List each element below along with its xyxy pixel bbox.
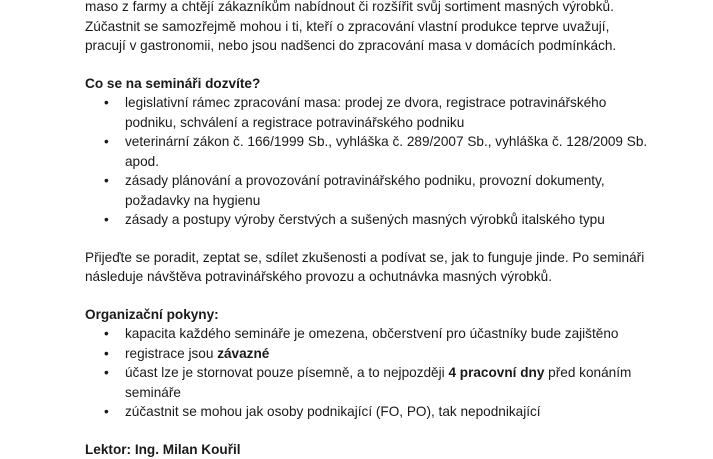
intro-line: Zúčastnit se samozřejmě mohou i ti, kteří o zpracování vlastní produkce teprve uvažují, (85, 17, 705, 37)
list-item-text: před konáním (544, 365, 631, 380)
list-item-text: zúčastnit se mohou jak osoby podnikající (FO, PO), tak nepodnikající (125, 402, 705, 422)
bullet-icon: • (104, 363, 109, 383)
invite-line: Přijeďte se poradit, zeptat se, sdílet zkušenosti a podívat se, jak to funguje jinde. Po semináři (85, 248, 705, 268)
bullet-icon: • (104, 171, 109, 191)
list-item-text: zásady plánování a provozování potravinářského podniku, provozní dokumenty, (125, 171, 705, 191)
learn-list (85, 93, 705, 230)
org-list (85, 324, 705, 422)
intro-line: maso z farmy a chtějí zákazníkům nabídnout či rozšířit svůj sortiment masných výrobků. (85, 0, 705, 17)
list-item-text: zásady a postupy výroby čerstvých a sušených masných výrobků italského typu (125, 210, 705, 230)
list-item-text: apod. (125, 152, 705, 172)
list-item (85, 324, 705, 344)
org-heading: Organizační pokyny: (85, 305, 705, 325)
intro-line: pracují v gastronomii, nebo jsou nadšenci do zpracování masa v domácích podmínkách. (85, 36, 705, 56)
list-item-text: účast lze je stornovat pouze písemně, a to nejpozději (125, 365, 448, 380)
list-item (85, 171, 705, 210)
bullet-icon: • (104, 344, 109, 364)
list-item (85, 402, 705, 422)
bullet-icon: • (104, 402, 109, 422)
list-item (85, 132, 705, 171)
list-item-text: legislativní rámec zpracování masa: prodej ze dvora, registrace potravinářského (125, 93, 705, 113)
list-item-text: registrace jsou (125, 346, 217, 361)
list-item-text: semináře (125, 383, 705, 403)
list-item (85, 363, 705, 402)
list-item (85, 344, 705, 364)
bullet-icon: • (104, 324, 109, 344)
bullet-icon: • (104, 132, 109, 152)
list-item-text: kapacita každého semináře je omezena, občerstvení pro účastníky bude zajištěno (125, 324, 705, 344)
list-item (85, 210, 705, 230)
list-item-text: veterinární zákon č. 166/1999 Sb., vyhláška č. 289/2007 Sb., vyhláška č. 128/2009 Sb. (125, 132, 705, 152)
emphasis-text: závazné (217, 346, 269, 361)
lecturer-line: Lektor: Ing. Milan Kouřil (85, 440, 705, 459)
invite-line: následuje návštěva potravinářského provozu a ochutnávka masných výrobků. (85, 267, 705, 287)
bullet-icon: • (104, 93, 109, 113)
learn-heading: Co se na semináři dozvíte? (85, 74, 705, 94)
list-item-text: podniku, schválení a registrace potravinářského podniku (125, 113, 705, 133)
emphasis-text: 4 pracovní dny (448, 365, 544, 380)
document-page (85, 0, 705, 459)
list-item (85, 93, 705, 132)
bullet-icon: • (104, 210, 109, 230)
list-item-text: požadavky na hygienu (125, 191, 705, 211)
